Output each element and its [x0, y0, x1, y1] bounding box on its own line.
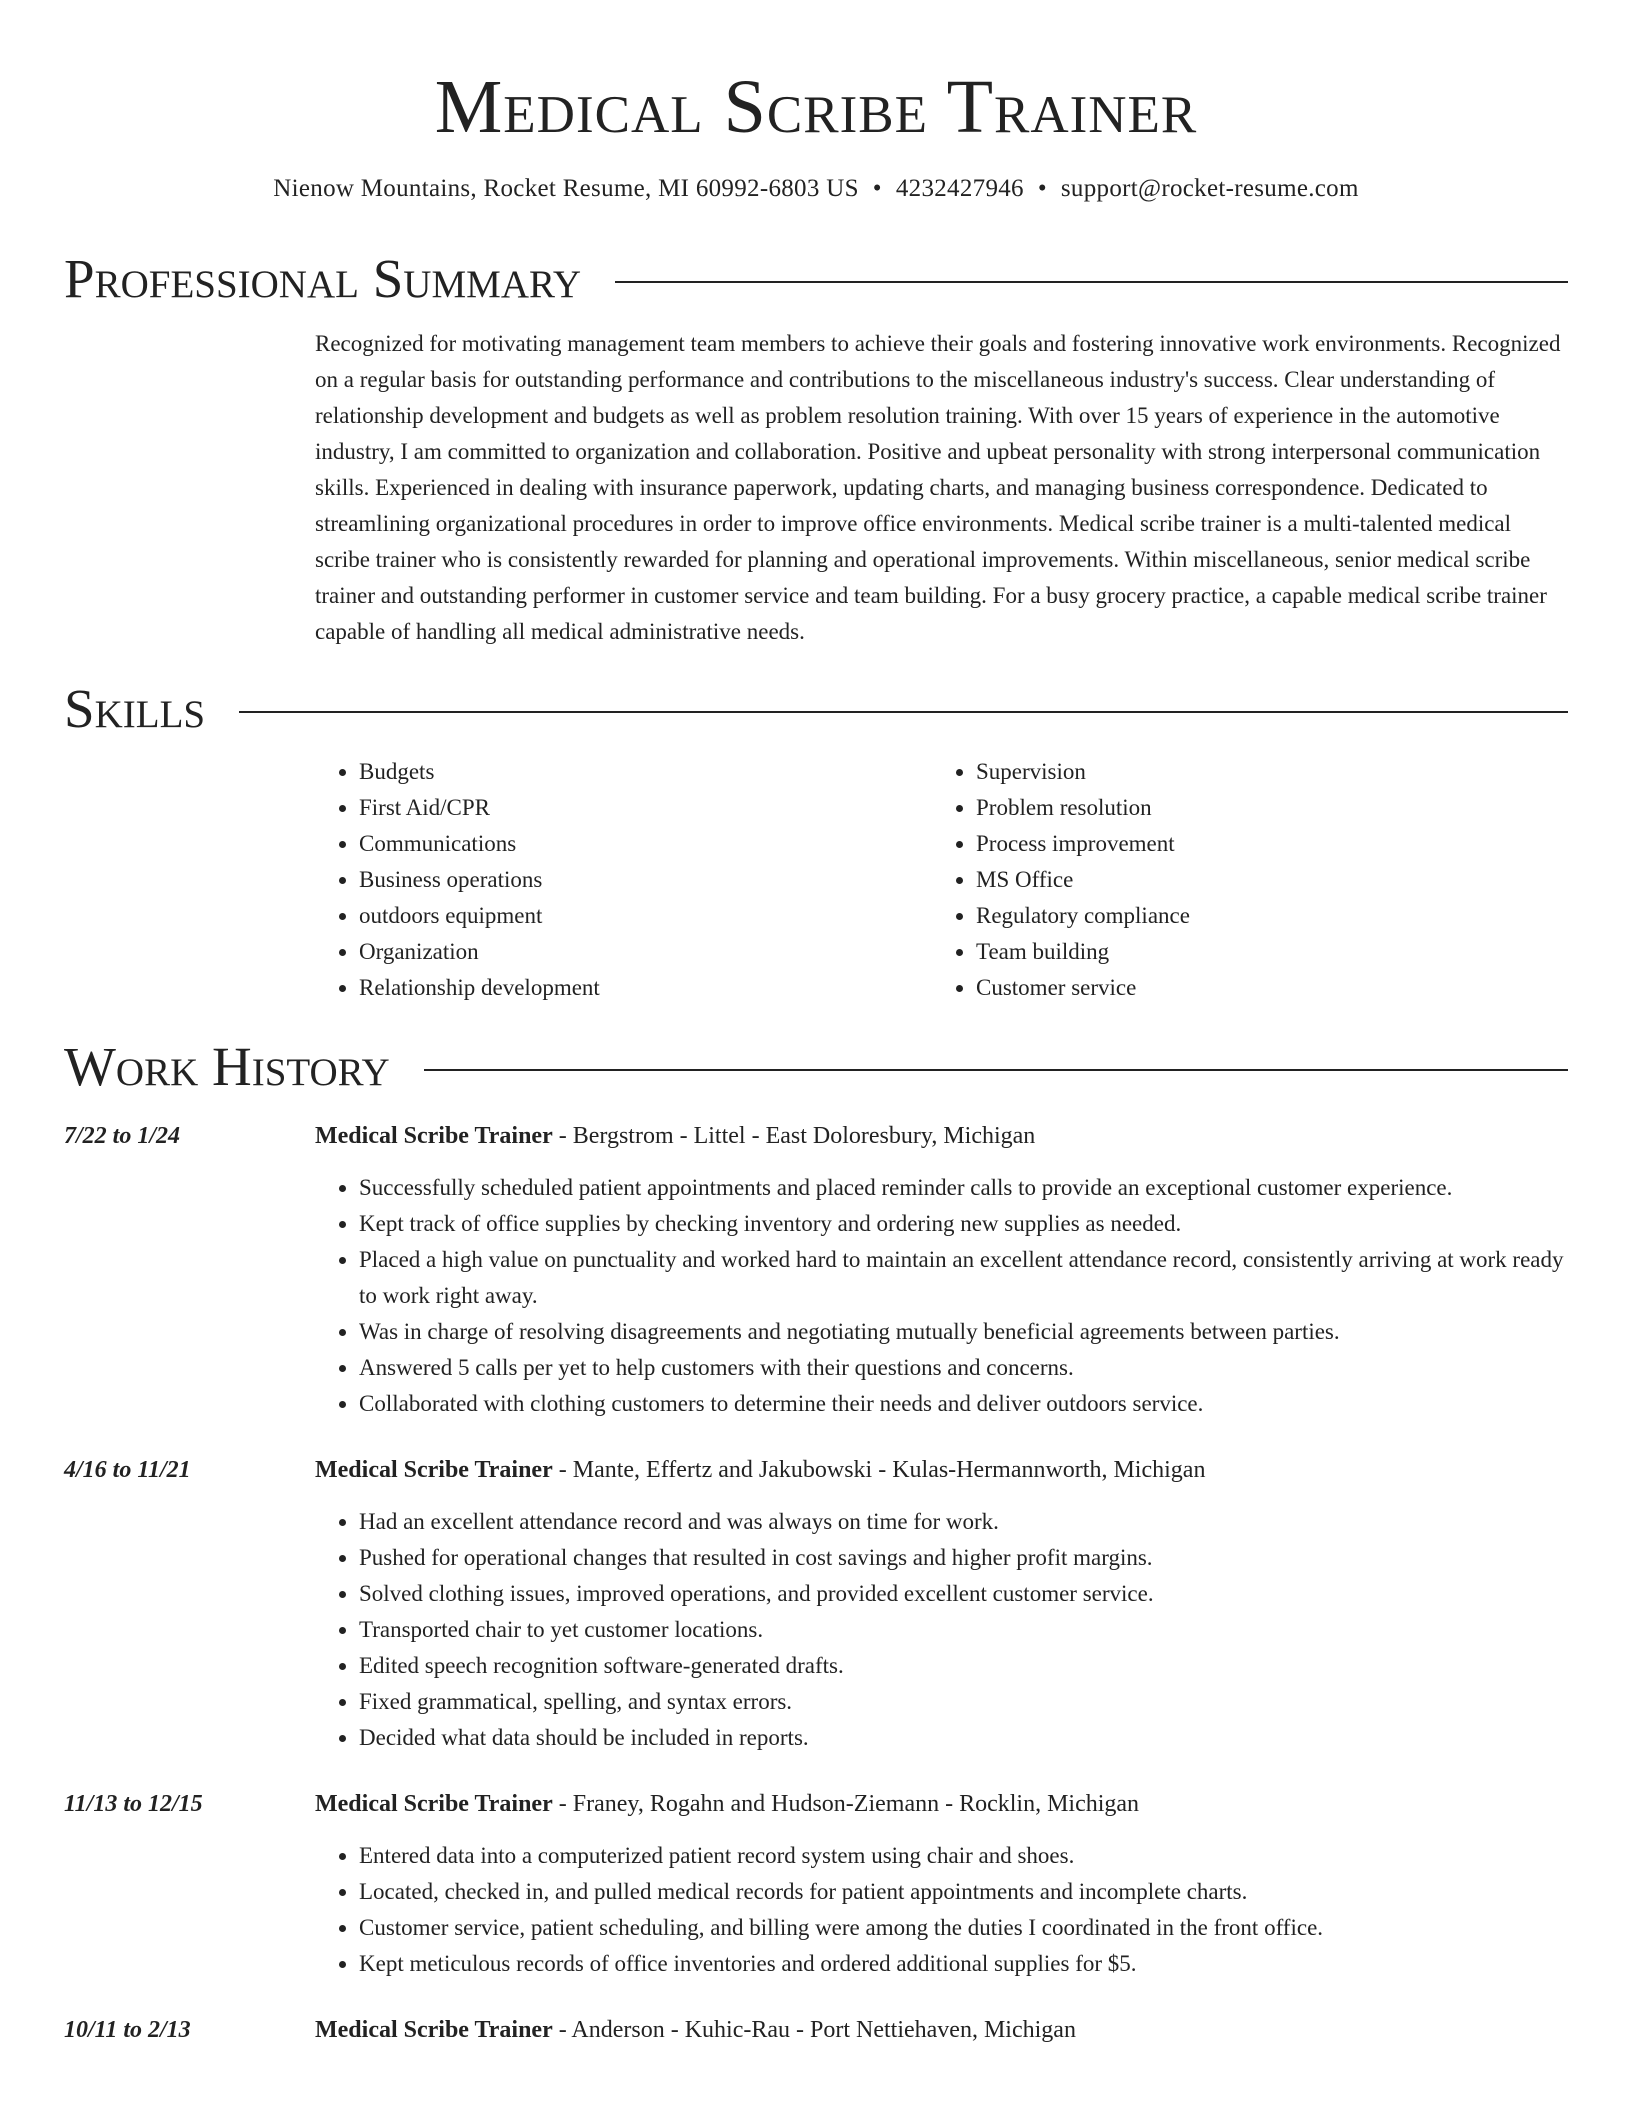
summary-section-title: Professional Summary — [64, 248, 582, 309]
skills-list — [315, 754, 1568, 1006]
job-title: Medical Scribe Trainer — [315, 1123, 553, 1149]
section-divider — [615, 281, 1568, 283]
job-bullet: • Customer service, patient scheduling, and billing were among the duties I coordinated in the front office. — [359, 1910, 1568, 1946]
skill-item: • MS Office — [976, 862, 1549, 898]
job-bullet: • Kept meticulous records of office inventories and ordered additional supplies for $5. — [359, 1946, 1568, 1982]
job-entry — [64, 1452, 1568, 1756]
job-bullet: • Placed a high value on punctuality and worked hard to maintain an excellent attendance record, consistently arriving at work ready to work right away. — [359, 1242, 1568, 1314]
contact-address: Nienow Mountains, Rocket Resume, MI 60992-6803 US — [273, 175, 859, 202]
job-bullet: • Collaborated with clothing customers to determine their needs and deliver outdoors service. — [359, 1386, 1568, 1422]
skill-item: • outdoors equipment — [359, 898, 932, 934]
job-body — [315, 1786, 1568, 1982]
job-title: Medical Scribe Trainer — [315, 1457, 553, 1483]
job-employer: - Franey, Rogahn and Hudson-Ziemann - Rocklin, Michigan — [552, 1791, 1140, 1817]
job-bullet: • Located, checked in, and pulled medical records for patient appointments and incomplete charts. — [359, 1874, 1568, 1910]
job-bullet: • Entered data into a computerized patient record system using chair and shoes. — [359, 1838, 1568, 1874]
summary-text: Recognized for motivating management team members to achieve their goals and fostering innovative work environments. Recognized on a regular basis for outstanding performance and contributions to the miscellaneous industry's success. Clear understanding of relationship development and budgets as well as problem resolution training. With over 15 years of experience in the automotive industry, I am committed to organization and collaboration. Positive and upbeat personality with strong interpersonal communication skills. Experienced in dealing with insurance paperwork, updating charts, and managing business correspondence. Dedicated to streamlining organizational procedures in order to improve office environments. Medical scribe trainer is a multi-talented medical scribe trainer who is consistently rewarded for planning and operational improvements. Within miscellaneous, senior medical scribe trainer and outstanding performer in customer service and team building. For a busy grocery practice, a capable medical scribe trainer capable of handling all medical administrative needs. — [315, 331, 1561, 644]
job-bullet: • Had an excellent attendance record and was always on time for work. — [359, 1504, 1568, 1540]
job-bullets — [315, 1170, 1568, 1422]
job-entry — [64, 1786, 1568, 1982]
work-section-header — [64, 1034, 1568, 1100]
job-title: Medical Scribe Trainer — [315, 1791, 553, 1817]
job-body — [315, 2012, 1568, 2048]
job-bullet: • Pushed for operational changes that resulted in cost savings and higher profit margins. — [359, 1540, 1568, 1576]
job-body — [315, 1452, 1568, 1756]
skill-item: • Team building — [976, 934, 1549, 970]
contact-email: support@rocket-resume.com — [1060, 175, 1359, 202]
job-heading — [315, 1452, 1568, 1488]
contact-line — [64, 172, 1568, 206]
job-title: Medical Scribe Trainer — [315, 2017, 553, 2043]
contact-phone: 4232427946 — [895, 175, 1024, 202]
skill-item: • Relationship development — [359, 970, 932, 1006]
job-heading — [315, 1786, 1568, 1822]
job-bullet: • Solved clothing issues, improved operations, and provided excellent customer service. — [359, 1576, 1568, 1612]
skill-item: • Supervision — [976, 754, 1549, 790]
job-bullets — [315, 1504, 1568, 1756]
skill-item: • Problem resolution — [976, 790, 1549, 826]
skill-item: • Customer service — [976, 970, 1549, 1006]
job-dates: 7/22 to 1/24 — [64, 1123, 181, 1149]
job-dates: 4/16 to 11/21 — [64, 1457, 191, 1483]
section-divider — [424, 1069, 1568, 1071]
skill-item: • Budgets — [359, 754, 932, 790]
job-bullet: • Was in charge of resolving disagreements and negotiating mutually beneficial agreements between parties. — [359, 1314, 1568, 1350]
job-employer: - Bergstrom - Littel - East Doloresbury, Michigan — [552, 1123, 1036, 1149]
job-bullet: • Decided what data should be included in reports. — [359, 1720, 1568, 1756]
section-divider — [239, 711, 1568, 713]
summary-section-header — [64, 246, 1568, 312]
skill-item: • Process improvement — [976, 826, 1549, 862]
skill-item: • Organization — [359, 934, 932, 970]
job-bullet: • Fixed grammatical, spelling, and syntax errors. — [359, 1684, 1568, 1720]
skills-section-title: Skills — [64, 678, 206, 739]
resume-name: Medical Scribe Trainer — [434, 65, 1198, 149]
work-section-title: Work History — [64, 1036, 390, 1097]
skill-item: • Business operations — [359, 862, 932, 898]
job-employer: - Mante, Effertz and Jakubowski - Kulas-Hermannworth, Michigan — [552, 1457, 1206, 1483]
job-heading — [315, 2012, 1568, 2048]
resume-page — [64, 0, 1568, 2048]
job-bullet: • Transported chair to yet customer locations. — [359, 1612, 1568, 1648]
skills-section-header — [64, 676, 1568, 742]
job-employer: - Anderson - Kuhic-Rau - Port Nettiehaven, Michigan — [552, 2017, 1076, 2043]
contact-separator: • — [1037, 175, 1047, 202]
job-bullets — [315, 1838, 1568, 1982]
job-entry — [64, 2012, 1568, 2048]
job-dates: 11/13 to 12/15 — [64, 1791, 203, 1817]
skills-column-left — [315, 754, 932, 1006]
skill-item: • Communications — [359, 826, 932, 862]
job-bullet: • Answered 5 calls per yet to help customers with their questions and concerns. — [359, 1350, 1568, 1386]
skills-column-right — [932, 754, 1549, 1006]
job-entry — [64, 1118, 1568, 1422]
job-bullet: • Edited speech recognition software-generated drafts. — [359, 1648, 1568, 1684]
skill-item: • Regulatory compliance — [976, 898, 1549, 934]
job-body — [315, 1118, 1568, 1422]
job-bullet: • Successfully scheduled patient appointments and placed reminder calls to provide an exceptional customer experience. — [359, 1170, 1568, 1206]
job-dates: 10/11 to 2/13 — [64, 2017, 191, 2043]
job-bullet: • Kept track of office supplies by checking inventory and ordering new supplies as needed. — [359, 1206, 1568, 1242]
skill-item: • First Aid/CPR — [359, 790, 932, 826]
contact-separator: • — [872, 175, 882, 202]
job-heading — [315, 1118, 1568, 1154]
